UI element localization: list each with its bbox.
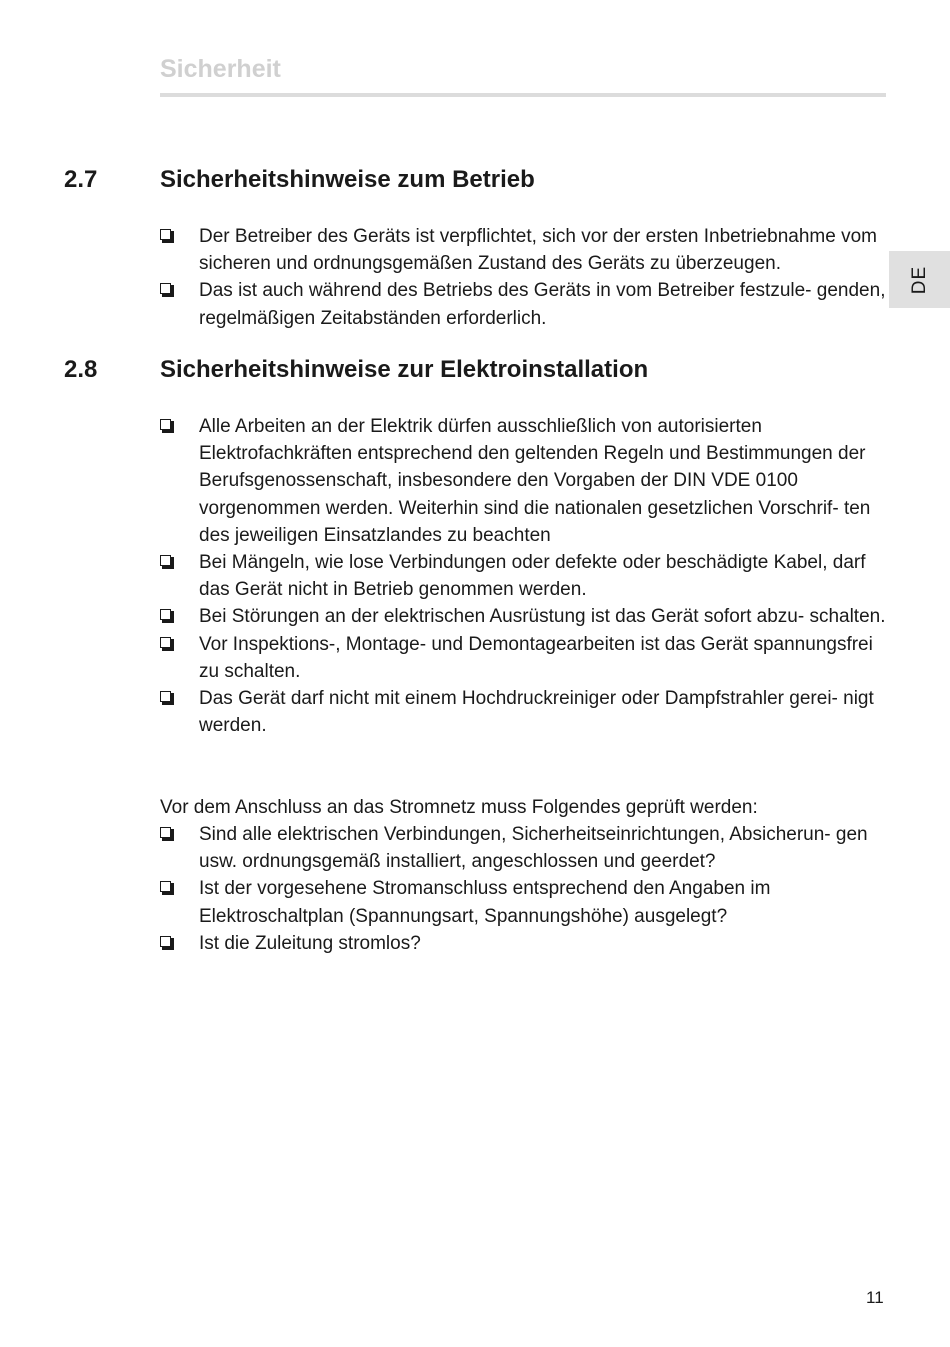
list-item xyxy=(160,277,890,331)
page-number: 11 xyxy=(866,1288,884,1307)
section-number: 2.7 xyxy=(64,166,98,193)
list-item-text: Alle Arbeiten an der Elektrik dürfen ausschließlich von autorisierten Elektrofachkräften entsprechend den geltenden Regeln und Bestimmungen der Berufsgenossenschaft, insbesondere den Vorgaben der DIN VDE 0100 vorgenommen werden. Weiterhin sind die nationalen gesetzlichen Vorschrif- ten des jeweiligen Einsatzlandes zu beachten xyxy=(199,416,871,546)
list-item xyxy=(160,603,890,630)
list-item xyxy=(160,549,890,603)
section-2-7-list xyxy=(160,223,890,332)
running-header-title: Sicherheit xyxy=(160,55,281,83)
checkbox-bullet-icon xyxy=(160,609,174,623)
list-item xyxy=(160,413,890,549)
list-item xyxy=(160,685,890,739)
list-item-text: Ist die Zuleitung stromlos? xyxy=(199,932,421,954)
list-item-text: Bei Störungen an der elektrischen Ausrüstung ist das Gerät sofort abzu- schalten. xyxy=(199,606,886,628)
list-item xyxy=(160,631,890,685)
list-item-text: Das ist auch während des Betriebs des Geräts in vom Betreiber festzule- genden, regelmäßigen Zeitabständen erforderlich. xyxy=(199,280,886,329)
language-tab-label: DE xyxy=(908,265,930,294)
checkbox-bullet-icon xyxy=(160,637,174,651)
list-item-text: Ist der vorgesehene Stromanschluss entsprechend den Angaben im Elektroschaltplan (Spannungsart, Spannungshöhe) ausgelegt? xyxy=(199,878,771,927)
list-item-text: Vor Inspektions-, Montage- und Demontagearbeiten ist das Gerät spannungsfrei zu schalten. xyxy=(199,633,873,682)
list-item xyxy=(160,223,890,277)
list-item xyxy=(160,875,890,929)
checkbox-bullet-icon xyxy=(160,691,174,705)
language-tab xyxy=(889,251,950,308)
checkbox-bullet-icon xyxy=(160,229,174,243)
checkbox-bullet-icon xyxy=(160,555,174,569)
check-list xyxy=(160,821,890,957)
checkbox-bullet-icon xyxy=(160,419,174,433)
list-item-text: Der Betreiber des Geräts ist verpflichtet, sich vor der ersten Inbetriebnahme vom sicheren und ordnungsgemäßen Zustand des Geräts zu überzeugen. xyxy=(199,226,877,275)
list-item-text: Das Gerät darf nicht mit einem Hochdruckreiniger oder Dampfstrahler gerei- nigt werden. xyxy=(199,688,874,737)
section-title: Sicherheitshinweise zur Elektroinstallation xyxy=(160,356,649,383)
check-intro-text: Vor dem Anschluss an das Stromnetz muss Folgendes geprüft werden: xyxy=(160,797,758,818)
checkbox-bullet-icon xyxy=(160,283,174,297)
list-item-text: Bei Mängeln, wie lose Verbindungen oder defekte oder beschädigte Kabel, darf das Gerät nicht in Betrieb genommen werden. xyxy=(199,552,866,601)
list-item xyxy=(160,930,890,957)
section-2-8-list xyxy=(160,413,890,739)
list-item xyxy=(160,821,890,875)
section-number: 2.8 xyxy=(64,356,98,383)
header-rule xyxy=(160,93,886,97)
checkbox-bullet-icon xyxy=(160,936,174,950)
section-title: Sicherheitshinweise zum Betrieb xyxy=(160,166,535,193)
checkbox-bullet-icon xyxy=(160,881,174,895)
list-item-text: Sind alle elektrischen Verbindungen, Sicherheitseinrichtungen, Absicherun- gen usw. ordnungsgemäß installiert, angeschlossen und geerdet? xyxy=(199,824,868,873)
checkbox-bullet-icon xyxy=(160,827,174,841)
